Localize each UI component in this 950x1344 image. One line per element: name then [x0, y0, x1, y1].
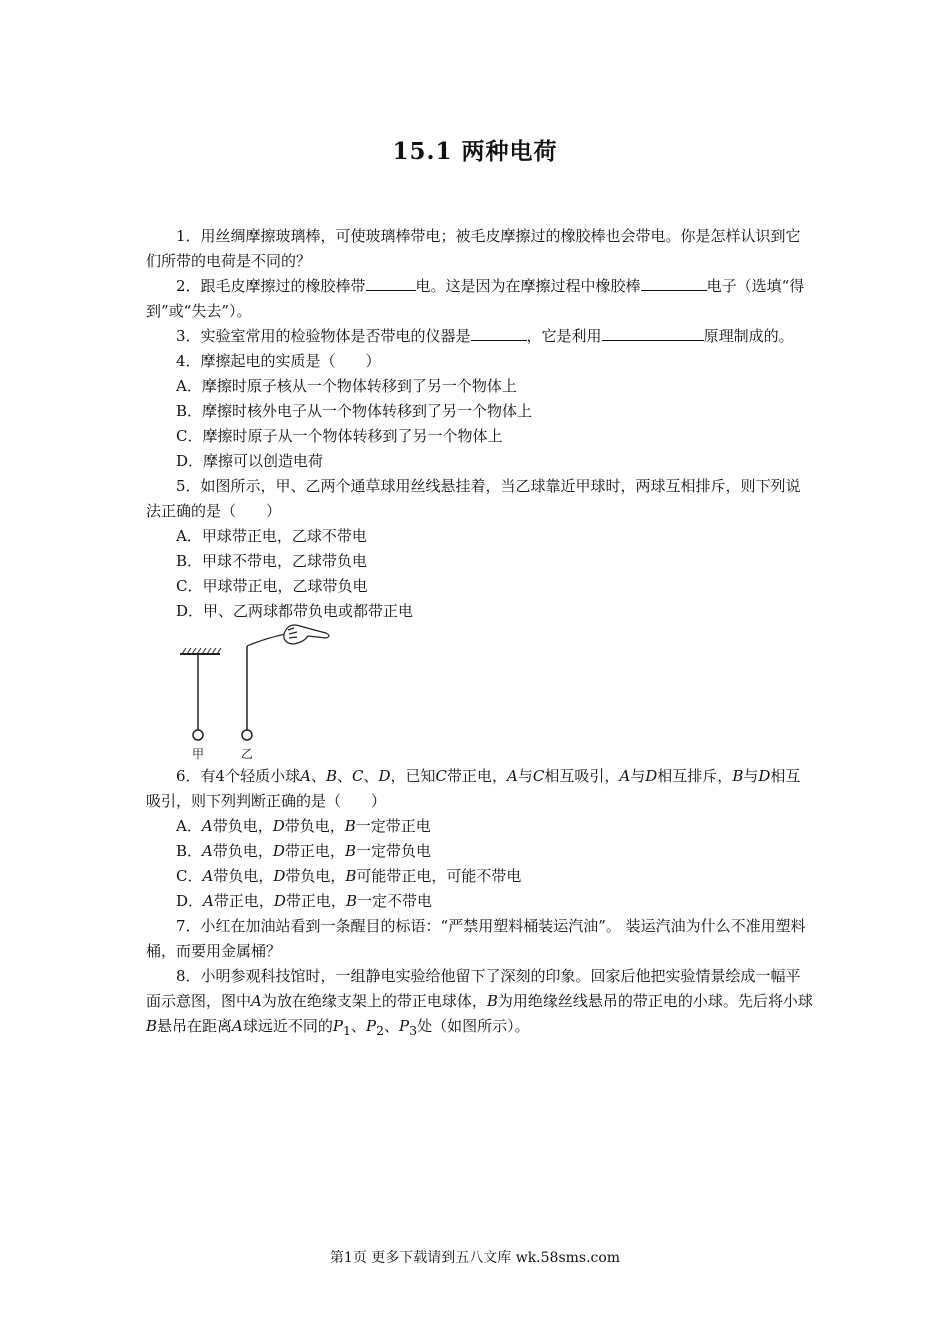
ball-yi — [242, 730, 252, 740]
pith-ball-figure — [146, 624, 814, 764]
question-6-option-b[interactable]: B．A带负电，D带正电，B一定带负电 — [176, 842, 431, 860]
label-jia: 甲 — [192, 747, 205, 760]
question-7: 7．小红在加油站看到一条醒目的标语：“严禁用塑料桶装运汽油”。 装运汽油为什么不准用塑料桶，而要用金属桶？ — [146, 917, 806, 960]
question-5-option-a[interactable]: A．甲球带正电，乙球不带电 — [176, 527, 367, 545]
thread-top — [247, 634, 286, 646]
question-5-option-d[interactable]: D．甲、乙两球都带负电或都带正电 — [176, 602, 414, 620]
answer-blank[interactable] — [641, 275, 707, 291]
worksheet-body — [146, 224, 814, 1043]
page-footer: 第1页 更多下载请到五八文库 wk.58sms.com — [329, 1250, 621, 1266]
question-6-stem: 6．有4个轻质小球A、B、C、D，已知C带正电，A与C相互吸引，A与D相互排斥，B与D相互吸引，则下列判断正确的是（ ） — [146, 767, 801, 810]
question-8: 8．小明参观科技馆时，一组静电实验给他留下了深刻的印象。回家后他把实验情景绘成一幅平面示意图，图中A为放在绝缘支架上的带正电球体，B为用绝缘丝线悬吊的带正电的小球。先后将小球B悬吊在距离A球远近不同的$P_1$、$P_2$、$P_3$处（如图所示）。 — [146, 967, 813, 1038]
answer-blank[interactable] — [602, 325, 704, 341]
question-4-option-d[interactable]: D．摩擦可以创造电荷 — [176, 452, 324, 470]
page-title: 15.1 两种电荷 — [392, 138, 558, 165]
answer-blank[interactable] — [471, 325, 527, 341]
question-5-option-c[interactable]: C．甲球带正电，乙球带负电 — [176, 577, 368, 595]
question-4-option-c[interactable]: C．摩擦时原子从一个物体转移到了另一个物体上 — [176, 427, 503, 445]
question-1: 1．用丝绸摩擦玻璃棒，可使玻璃棒带电；被毛皮摩擦过的橡胶棒也会带电。你是怎样认识到它们所带的电荷是不同的？ — [146, 227, 801, 270]
label-yi: 乙 — [241, 747, 254, 760]
question-4-option-b[interactable]: B．摩擦时核外电子从一个物体转移到了另一个物体上 — [176, 402, 533, 420]
question-4-stem: 4．摩擦起电的实质是（ ） — [176, 352, 381, 370]
question-2: 2．跟毛皮摩擦过的橡胶棒带 电。这是因为在摩擦过程中橡胶棒 电子（选填“得到”或“失去”）。 — [146, 277, 805, 320]
question-6-option-d[interactable]: D．A带正电，D带正电，B一定不带电 — [176, 892, 432, 910]
question-6-option-c[interactable]: C．A带负电，D带负电，B可能带正电，可能不带电 — [176, 867, 522, 885]
question-5-option-b[interactable]: B．甲球不带电，乙球带负电 — [176, 552, 368, 570]
pith-ball-diagram — [176, 624, 356, 760]
question-5-stem: 5．如图所示，甲、乙两个通草球用丝线悬挂着，当乙球靠近甲球时，两球互相排斥，则下列说法正确的是（ ） — [146, 477, 801, 520]
hand-icon — [284, 625, 329, 644]
ball-jia — [193, 730, 203, 740]
question-3: 3．实验室常用的检验物体是否带电的仪器是 ，它是利用 原理制成的。 — [176, 327, 794, 345]
question-6-option-a[interactable]: A．A带负电，D带负电，B一定带正电 — [176, 817, 431, 835]
question-4-option-a[interactable]: A．摩擦时原子核从一个物体转移到了另一个物体上 — [176, 377, 517, 395]
answer-blank[interactable] — [366, 275, 416, 291]
